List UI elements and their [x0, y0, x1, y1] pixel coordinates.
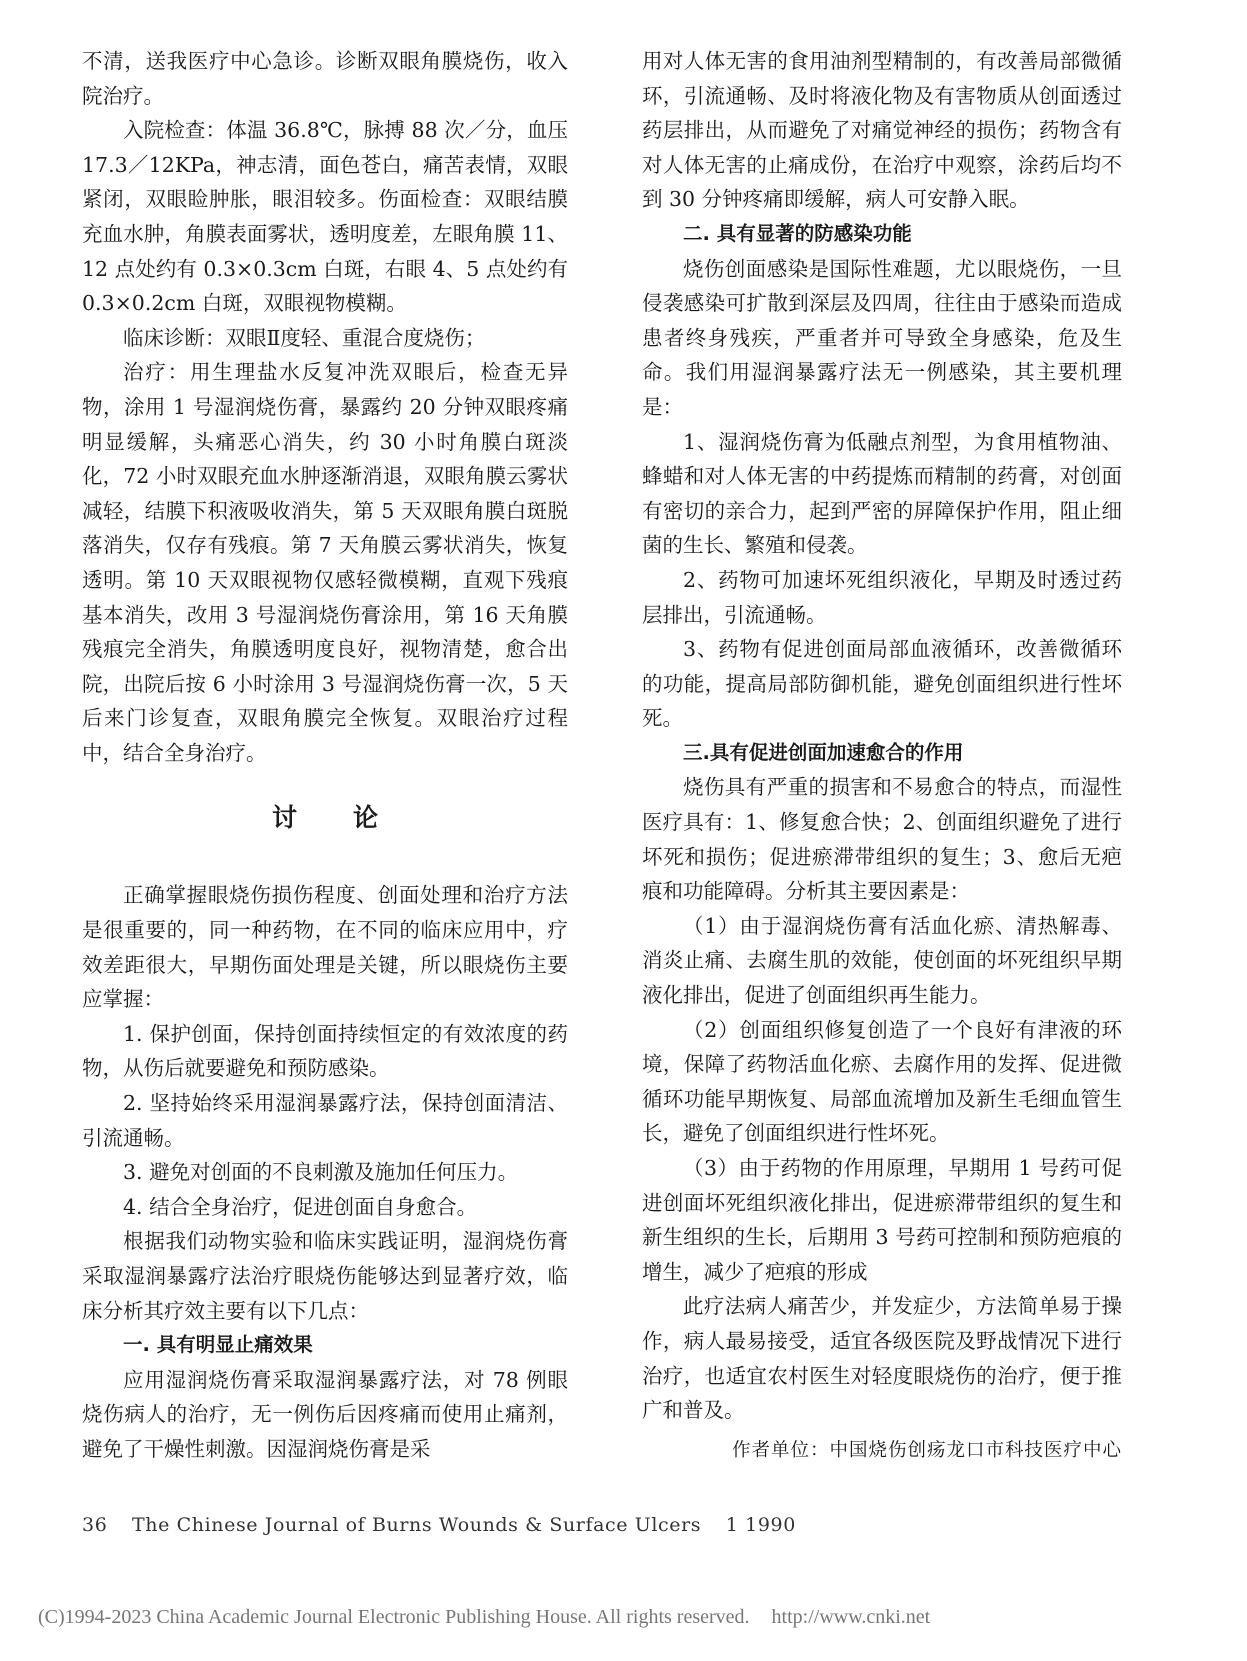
- copyright-notice: [38, 1606, 930, 1629]
- paragraph: 此疗法病人痛苦少，并发症少，方法简单易于操作，病人最易接受，适宜各级医院及野战情况下进行治疗，也适宜农村医生对轻度眼烧伤的治疗，便于推广和普及。: [642, 1294, 1122, 1423]
- subsection-heading: 三.具有促进创面加速愈合的作用: [683, 740, 964, 764]
- paragraph: 临床诊断：双眼Ⅱ度轻、重混合度烧伤；: [123, 325, 486, 350]
- subsection-heading: 二. 具有显著的防感染功能: [683, 221, 912, 245]
- paragraph: 入院检查：体温 36.8℃，脉搏 88 次／分，血压 17.3／12KPa，神志清，面色苍白，痛苦表情，双眼紧闭，双眼睑肿胀，眼泪较多。伤面检查：双眼结膜充血水肿，角膜表面雾状，透明度差，左眼角膜 11、12 点处约有 0.3×0.3cm 白斑，右眼 4、5 点处约有 0.3×0.2cm 白斑，双眼视物模糊。: [82, 118, 568, 316]
- journal-issue: 1 1990: [725, 1514, 796, 1536]
- list-item: 2. 坚持始终采用湿润暴露疗法，保持创面清洁、引流通畅。: [82, 1091, 568, 1150]
- paragraph: 不清，送我医疗中心急诊。诊断双眼角膜烧伤，收入院治疗。: [82, 49, 568, 108]
- copyright-text: (C)1994-2023 China Academic Journal Electronic Publishing House. All rights reserved.: [38, 1606, 750, 1628]
- copyright-url: http://www.cnki.net: [771, 1606, 931, 1628]
- right-column: [642, 44, 1122, 1468]
- subsection-heading: 一. 具有明显止痛效果: [123, 1333, 313, 1357]
- author-affiliation: 作者单位：中国烧伤创疡龙口市科技医疗中心: [731, 1439, 1122, 1461]
- paragraph: 3、药物有促进创面局部血液循环，改善微循环的功能，提高局部防御机能，避免创面组织进行性坏死。: [642, 637, 1122, 731]
- paragraph: （1）由于湿润烧伤膏有活血化瘀、清热解毒、消炎止痛、去腐生肌的效能，使创面的坏死组织早期液化排出，促进了创面组织再生能力。: [642, 913, 1122, 1008]
- paragraph: 烧伤具有严重的损害和不易愈合的特点，而湿性医疗具有：1、修复愈合快；2、创面组织避免了进行坏死和损伤；促进瘀滞带组织的复生；3、愈后无疤痕和功能障碍。分析其主要因素是：: [642, 775, 1122, 904]
- page-footer: [82, 1514, 814, 1536]
- paragraph: 治疗：用生理盐水反复冲洗双眼后，检查无异物，涂用 1 号湿润烧伤膏，暴露约 20 分钟双眼疼痛明显缓解，头痛恶心消失，约 30 小时角膜白斑淡化，72 小时双眼充血水肿逐渐消退，双眼角膜云雾状减轻，结膜下积液吸收消失，第 5 天双眼角膜白斑脱落消失，仅存有残痕。第 7 天角膜云雾状消失，恢复透明。第 10 天双眼视物仅感轻微模糊，直观下残痕基本消失，改用 3 号湿润烧伤膏涂用，第 16 天角膜残痕完全消失，角膜透明度良好，视物清楚，愈合出院，出院后按 6 小时涂用 3 号湿润烧伤膏一次，5 天后来门诊复查，双眼角膜完全恢复。双眼治疗过程中，结合全身治疗。: [82, 360, 568, 765]
- left-column: [82, 44, 568, 1467]
- paragraph: 根据我们动物实验和临床实践证明，湿润烧伤膏采取湿润暴露疗法治疗眼烧伤能够达到显著疗效，临床分析其疗效主要有以下几点：: [82, 1229, 568, 1323]
- paragraph: （3）由于药物的作用原理，早期用 1 号药可促进创面坏死组织液化排出，促进瘀滞带组织的复生和新生组织的生长，后期用 3 号药可控制和预防疤痕的增生，减少了疤痕的形成: [642, 1156, 1122, 1284]
- page-number: 36: [82, 1514, 108, 1536]
- paragraph: （2）创面组织修复创造了一个良好有津液的环境，保障了药物活血化瘀、去腐作用的发挥、促进微循环功能早期恢复、局部血流增加及新生毛细血管生长，避免了创面组织进行性坏死。: [642, 1017, 1122, 1146]
- list-item: 3. 避免对创面的不良刺激及施加任何压力。: [123, 1160, 519, 1185]
- paragraph: 用对人体无害的食用油剂型精制的，有改善局部微循环，引流通畅、及时将液化物及有害物质从创面透过药层排出，从而避免了对痛觉神经的损伤；药物含有对人体无害的止痛成份，在治疗中观察，涂药后均不到 30 分钟疼痛即缓解，病人可安静入眠。: [642, 49, 1122, 212]
- list-item: 1. 保护创面，保持创面持续恒定的有效浓度的药物，从伤后就要避免和预防感染。: [82, 1021, 568, 1081]
- paragraph: 应用湿润烧伤膏采取湿润暴露疗法，对 78 例眼烧伤病人的治疗，无一例伤后因疼痛而使用止痛剂，避免了干燥性刺激。因湿润烧伤膏是采: [82, 1367, 568, 1461]
- journal-name: The Chinese Journal of Burns Wounds & Surface Ulcers: [132, 1514, 702, 1536]
- paragraph: 正确掌握眼烧伤损伤程度、创面处理和治疗方法是很重要的，同一种药物，在不同的临床应用中，疗效差距很大，早期伤面处理是关键，所以眼烧伤主要应掌握：: [82, 883, 568, 1012]
- paragraph: 2、药物可加速坏死组织液化，早期及时透过药层排出，引流通畅。: [642, 567, 1122, 627]
- list-item: 4. 结合全身治疗，促进创面自身愈合。: [123, 1194, 478, 1219]
- paragraph: 烧伤创面感染是国际性难题，尤以眼烧伤，一旦侵袭感染可扩散到深层及四周，往往由于感染而造成患者终身残疾，严重者并可导致全身感染，危及生命。我们用湿润暴露疗法无一例感染，其主要机理是：: [642, 256, 1122, 419]
- paragraph: 1、湿润烧伤膏为低融点剂型，为食用植物油、蜂蜡和对人体无害的中药提炼而精制的药膏，对创面有密切的亲合力，起到严密的屏障保护作用，阻止细菌的生长、繁殖和侵袭。: [642, 429, 1122, 558]
- section-title: 讨论: [271, 803, 434, 833]
